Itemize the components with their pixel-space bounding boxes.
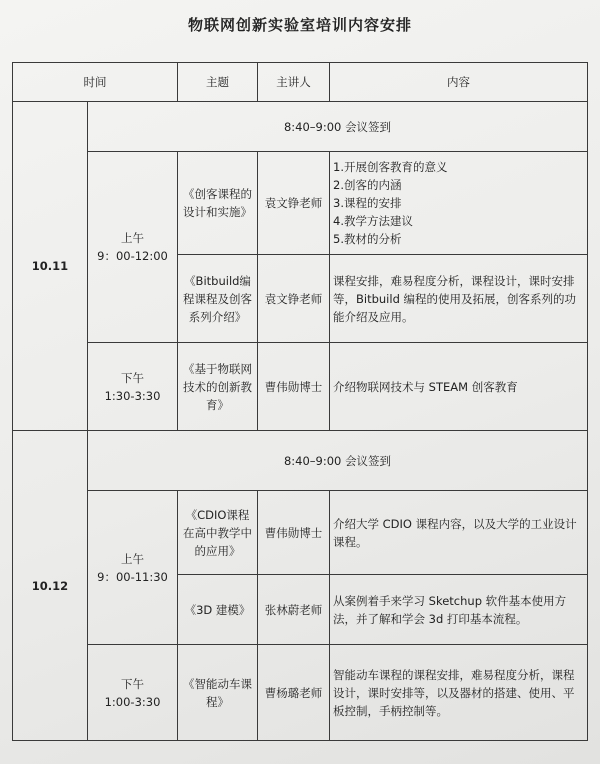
topic-cell: 《基于物联网技术的创新教育》 (178, 343, 258, 431)
header-speaker: 主讲人 (258, 63, 330, 102)
content-cell: 智能动车课程的课程安排，难易程度分析，课程设计，课时安排等，以及器材的搭建、使用、平板控制，手柄控制等。 (330, 645, 588, 741)
session-row (13, 343, 588, 431)
time-period: 上午 (121, 551, 144, 566)
time-cell (88, 645, 178, 741)
content-cell: 介绍物联网技术与 STEAM 创客教育 (330, 343, 588, 431)
content-cell: 从案例着手来学习 Sketchup 软件基本使用方法，并了解和学会 3d 打印基本流程。 (330, 575, 588, 645)
speaker-cell: 袁文铮老师 (258, 255, 330, 343)
checkin-cell: 8:40–9:00 会议签到 (88, 102, 588, 152)
header-time: 时间 (13, 63, 178, 102)
time-period: 下午 (121, 676, 144, 691)
session-row (13, 645, 588, 741)
checkin-cell: 8:40–9:00 会议签到 (88, 431, 588, 491)
list-item: 5.教材的分析 (333, 232, 402, 246)
time-period: 下午 (121, 370, 144, 385)
time-range: 1:30-3:30 (104, 388, 161, 403)
topic-cell: 《智能动车课程》 (178, 645, 258, 741)
checkin-row (13, 102, 588, 152)
topic-cell: 《CDIO课程在高中教学中的应用》 (178, 491, 258, 575)
list-item: 4.教学方法建议 (333, 214, 413, 228)
list-item: 1.开展创客教育的意义 (333, 160, 448, 174)
header-topic: 主题 (178, 63, 258, 102)
topic-cell: 《创客课程的设计和实施》 (178, 152, 258, 255)
content-cell (330, 152, 588, 255)
date-cell: 10.12 (13, 431, 88, 741)
content-list (333, 158, 584, 248)
time-range: 9：00-11:30 (97, 569, 168, 584)
content-cell: 课程安排，难易程度分析，课程设计，课时安排等，Bitbuild 编程的使用及拓展，创客系列的功能介绍及应用。 (330, 255, 588, 343)
time-cell (88, 343, 178, 431)
checkin-row (13, 431, 588, 491)
list-item: 3.课程的安排 (333, 196, 402, 210)
header-content: 内容 (330, 63, 588, 102)
time-cell (88, 152, 178, 343)
speaker-cell: 曹伟勋博士 (258, 491, 330, 575)
time-cell (88, 491, 178, 645)
speaker-cell: 张林蔚老师 (258, 575, 330, 645)
list-item: 2.创客的内涵 (333, 178, 402, 192)
time-period: 上午 (121, 231, 144, 245)
content-cell: 介绍大学 CDIO 课程内容，以及大学的工业设计课程。 (330, 491, 588, 575)
time-range: 1:00-3:30 (104, 694, 161, 709)
header-row (13, 63, 588, 102)
session-row (13, 491, 588, 575)
topic-cell: 《Bitbuild编程课程及创客系列介绍》 (178, 255, 258, 343)
session-row (13, 152, 588, 255)
schedule-table (12, 62, 588, 741)
topic-cell: 《3D 建模》 (178, 575, 258, 645)
date-cell: 10.11 (13, 102, 88, 431)
speaker-cell: 袁文铮老师 (258, 152, 330, 255)
time-range: 9：00-12:00 (97, 249, 168, 263)
speaker-cell: 曹杨璐老师 (258, 645, 330, 741)
page-title: 物联网创新实验室培训内容安排 (187, 16, 412, 34)
speaker-cell: 曹伟勋博士 (258, 343, 330, 431)
